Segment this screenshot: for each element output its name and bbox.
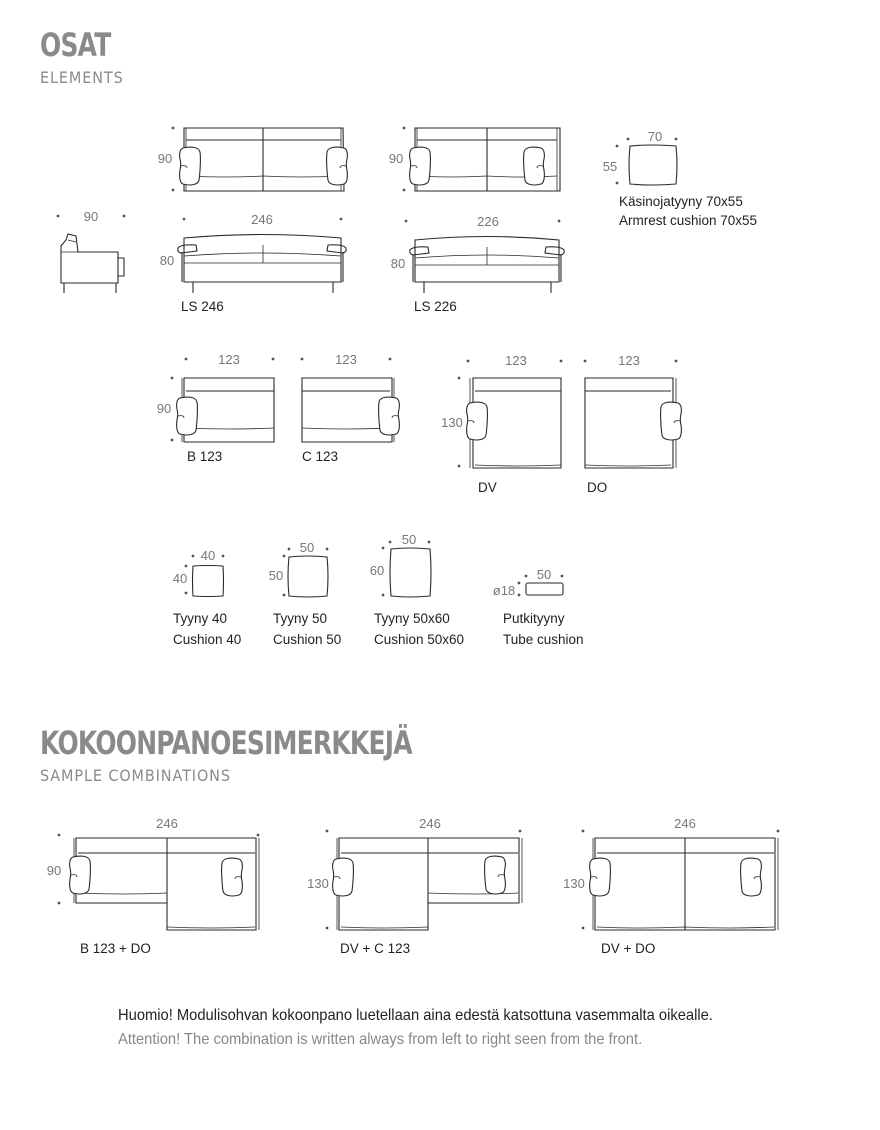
combination3-label: DV + DO [601,941,656,956]
cushion50-label-fi: Tyyny 50 [273,611,328,626]
ls226-height-dimension: 80 [390,256,406,271]
cushion-50 [269,540,342,647]
combinations-subtitle: SAMPLE COMBINATIONS [40,766,231,785]
c123-width-dimension: 123 [335,352,357,367]
combination1-label: B 123 + DO [80,941,151,956]
cushion50x60-height-dimension: 60 [369,563,385,578]
do-module [584,353,682,495]
tube-cushion-length-dimension: 50 [536,567,552,582]
ls246-depth-dimension: 90 [157,151,173,166]
dv-module [441,353,562,495]
tube-cushion-label-fi: Putkityyny [503,611,565,626]
combination1-width-dimension: 246 [156,816,178,831]
combination2-width-dimension: 246 [419,816,441,831]
c123-label: C 123 [302,449,339,464]
tube-cushion [493,567,584,647]
combination1-depth-dimension: 90 [46,863,62,878]
dv-label: DV [478,480,497,495]
combination-b123-do [47,816,260,956]
armrest-cushion [603,129,757,228]
armrest-cushion-label-en: Armrest cushion 70x55 [619,213,758,228]
b123-label: B 123 [187,449,223,464]
ls246-height-dimension: 80 [159,253,175,268]
cushion50-height-dimension: 50 [268,568,284,583]
cushion40-label-fi: Tyyny 40 [173,611,228,626]
elements-subtitle: ELEMENTS [40,68,124,87]
armrest-cushion-width-dimension: 70 [647,129,663,144]
armrest-cushion-height-dimension: 55 [602,159,618,174]
tube-cushion-diameter-dimension: ø18 [492,583,516,598]
ls226-label: LS 226 [414,299,457,314]
cushion40-height-dimension: 40 [172,571,188,586]
ls226-top-view [389,127,560,192]
combination-dv-c123 [307,816,522,956]
b123-module [157,352,275,464]
combination-dv-do [563,816,779,956]
armrest-cushion-label-fi: Käsinojatyyny 70x55 [619,194,743,209]
cushion50-label-en: Cushion 50 [273,632,342,647]
cushion40-width-dimension: 40 [200,548,216,563]
cushion50-width-dimension: 50 [299,540,315,555]
combination3-depth-dimension: 130 [563,876,585,891]
c123-module [301,352,400,464]
dv-depth-dimension: 130 [441,415,463,430]
cushion-50x60 [370,532,464,647]
cushion50x60-label-en: Cushion 50x60 [374,632,465,647]
ls246-width-dimension: 246 [251,212,273,227]
combination3-width-dimension: 246 [674,816,696,831]
do-label: DO [587,480,608,495]
b123-depth-dimension: 90 [156,401,172,416]
cushion50x60-width-dimension: 50 [401,532,417,547]
note-finnish: Huomio! Modulisohvan kokoonpano luetellaan aina edestä katsottuna vasemmalta oikealle. [118,1007,713,1024]
armchair-width-dimension: 90 [83,209,99,224]
do-width-dimension: 123 [618,353,640,368]
cushion50x60-label-fi: Tyyny 50x60 [374,611,450,626]
elements-title: OSAT [40,26,111,64]
dv-width-dimension: 123 [505,353,527,368]
b123-width-dimension: 123 [218,352,240,367]
combination2-label: DV + C 123 [340,941,411,956]
armchair-side-view [57,209,126,293]
combinations-title: KOKOONPANOESIMERKKEJÄ [40,724,412,762]
tube-cushion-label-en: Tube cushion [503,632,584,647]
ls246-label: LS 246 [181,299,224,314]
ls226-width-dimension: 226 [477,214,499,229]
cushion-40 [173,548,242,647]
ls226-front-view [391,214,564,314]
ls226-depth-dimension: 90 [388,151,404,166]
cushion40-label-en: Cushion 40 [173,632,242,647]
ls246-front-view [160,212,346,314]
note-english: Attention! The combination is written always from left to right seen from the front. [118,1031,643,1048]
ls246-top-view [158,127,348,192]
combination2-depth-dimension: 130 [307,876,329,891]
